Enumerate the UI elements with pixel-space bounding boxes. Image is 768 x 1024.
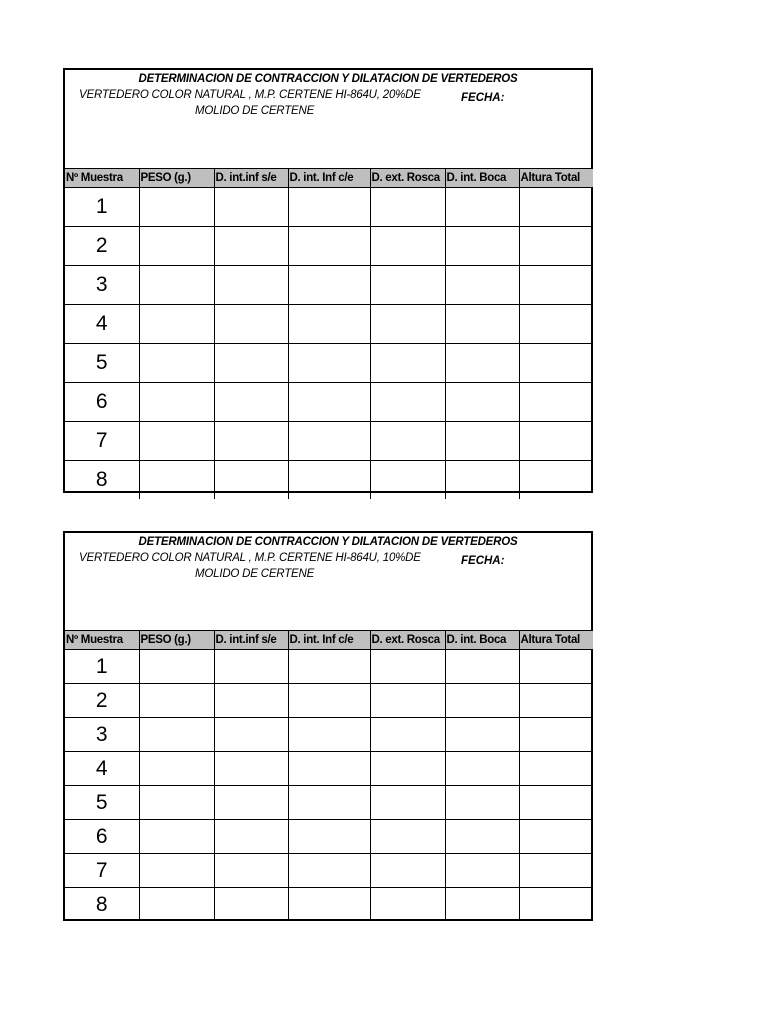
cell-d-ext-rosca[interactable] <box>370 752 445 786</box>
table-row <box>65 854 593 888</box>
cell-d-ext-rosca[interactable] <box>370 461 445 500</box>
cell-peso[interactable] <box>139 888 214 922</box>
sample-number: 1 <box>65 650 139 684</box>
table-row <box>65 227 593 266</box>
cell-d-int-inf-se[interactable] <box>214 684 288 718</box>
cell-d-ext-rosca[interactable] <box>370 786 445 820</box>
column-header-d-int-boca: D. int. Boca <box>445 169 519 188</box>
cell-peso[interactable] <box>139 684 214 718</box>
sample-number: 8 <box>65 461 139 500</box>
sample-number: 2 <box>65 227 139 266</box>
table-row <box>65 188 593 227</box>
column-header-peso: PESO (g.) <box>139 631 214 650</box>
cell-peso[interactable] <box>139 718 214 752</box>
cell-d-int-inf-ce[interactable] <box>288 786 370 820</box>
cell-d-int-inf-ce[interactable] <box>288 422 370 461</box>
sample-number: 3 <box>65 266 139 305</box>
form-title: DETERMINACION DE CONTRACCION Y DILATACION DE VERTEDEROS <box>138 73 518 85</box>
cell-d-int-inf-se[interactable] <box>214 820 288 854</box>
table-row <box>65 786 593 820</box>
cell-d-int-inf-ce[interactable] <box>288 383 370 422</box>
cell-d-int-boca[interactable] <box>445 227 519 266</box>
form-subtitle-line2: MOLIDO DE CERTENE <box>195 105 315 117</box>
column-header-muestra: Nº Muestra <box>65 631 139 650</box>
cell-d-int-inf-se[interactable] <box>214 188 288 227</box>
sample-number: 7 <box>65 422 139 461</box>
cell-d-int-boca[interactable] <box>445 461 519 500</box>
cell-d-int-inf-ce[interactable] <box>288 305 370 344</box>
column-header-d-int-inf-ce: D. int. Inf c/e <box>288 631 370 650</box>
measurement-table <box>65 631 593 921</box>
form-subtitle-line1: VERTEDERO COLOR NATURAL , M.P. CERTENE HI-864U, 20%DE <box>79 89 421 101</box>
cell-peso[interactable] <box>139 786 214 820</box>
sample-number: 5 <box>65 786 139 820</box>
column-header-altura-total: Altura Total <box>519 631 593 650</box>
cell-d-int-boca[interactable] <box>445 888 519 922</box>
table-row <box>65 344 593 383</box>
cell-altura-total[interactable] <box>519 752 593 786</box>
cell-d-int-inf-se[interactable] <box>214 344 288 383</box>
sample-number: 7 <box>65 854 139 888</box>
sample-number: 2 <box>65 684 139 718</box>
column-header-d-ext-rosca: D. ext. Rosca <box>370 169 445 188</box>
cell-d-int-boca[interactable] <box>445 820 519 854</box>
cell-d-ext-rosca[interactable] <box>370 188 445 227</box>
cell-d-int-boca[interactable] <box>445 383 519 422</box>
sample-number: 3 <box>65 718 139 752</box>
table-row <box>65 718 593 752</box>
table-row <box>65 684 593 718</box>
sample-number: 8 <box>65 888 139 922</box>
cell-d-int-inf-ce[interactable] <box>288 684 370 718</box>
table-row <box>65 820 593 854</box>
cell-d-ext-rosca[interactable] <box>370 650 445 684</box>
cell-peso[interactable] <box>139 820 214 854</box>
cell-peso[interactable] <box>139 344 214 383</box>
fecha-label: FECHA: <box>461 555 505 567</box>
table-row <box>65 305 593 344</box>
cell-d-int-inf-se[interactable] <box>214 383 288 422</box>
cell-d-ext-rosca[interactable] <box>370 344 445 383</box>
cell-d-ext-rosca[interactable] <box>370 854 445 888</box>
sample-number: 6 <box>65 820 139 854</box>
cell-peso[interactable] <box>139 305 214 344</box>
cell-altura-total[interactable] <box>519 305 593 344</box>
table-header-row <box>65 631 593 650</box>
cell-d-ext-rosca[interactable] <box>370 820 445 854</box>
form-subtitle-line1: VERTEDERO COLOR NATURAL , M.P. CERTENE HI-864U, 10%DE <box>79 552 421 564</box>
cell-peso[interactable] <box>139 266 214 305</box>
cell-peso[interactable] <box>139 422 214 461</box>
measurement-table <box>65 169 593 499</box>
cell-d-int-inf-se[interactable] <box>214 461 288 500</box>
cell-d-int-boca[interactable] <box>445 266 519 305</box>
column-header-altura-total: Altura Total <box>519 169 593 188</box>
cell-altura-total[interactable] <box>519 854 593 888</box>
sample-number: 4 <box>65 752 139 786</box>
table-row <box>65 752 593 786</box>
cell-peso[interactable] <box>139 188 214 227</box>
cell-altura-total[interactable] <box>519 820 593 854</box>
cell-d-int-boca[interactable] <box>445 684 519 718</box>
cell-d-int-inf-se[interactable] <box>214 752 288 786</box>
cell-d-int-inf-ce[interactable] <box>288 461 370 500</box>
cell-d-int-inf-ce[interactable] <box>288 188 370 227</box>
cell-peso[interactable] <box>139 854 214 888</box>
cell-d-int-inf-ce[interactable] <box>288 718 370 752</box>
cell-d-int-boca[interactable] <box>445 854 519 888</box>
cell-d-int-boca[interactable] <box>445 650 519 684</box>
cell-d-int-inf-ce[interactable] <box>288 888 370 922</box>
sample-form-1 <box>63 68 593 493</box>
cell-peso[interactable] <box>139 227 214 266</box>
form-subtitle-line2: MOLIDO DE CERTENE <box>195 568 315 580</box>
cell-altura-total[interactable] <box>519 461 593 500</box>
cell-altura-total[interactable] <box>519 344 593 383</box>
cell-d-int-boca[interactable] <box>445 718 519 752</box>
cell-d-int-inf-ce[interactable] <box>288 344 370 383</box>
cell-altura-total[interactable] <box>519 266 593 305</box>
cell-peso[interactable] <box>139 752 214 786</box>
cell-d-int-inf-se[interactable] <box>214 854 288 888</box>
cell-d-int-boca[interactable] <box>445 344 519 383</box>
cell-peso[interactable] <box>139 461 214 500</box>
cell-d-int-inf-se[interactable] <box>214 266 288 305</box>
cell-d-ext-rosca[interactable] <box>370 305 445 344</box>
cell-d-int-inf-se[interactable] <box>214 650 288 684</box>
sample-number: 6 <box>65 383 139 422</box>
table-body <box>65 650 593 922</box>
cell-peso[interactable] <box>139 650 214 684</box>
cell-altura-total[interactable] <box>519 227 593 266</box>
cell-altura-total[interactable] <box>519 422 593 461</box>
table-row <box>65 650 593 684</box>
cell-d-int-boca[interactable] <box>445 305 519 344</box>
cell-d-ext-rosca[interactable] <box>370 266 445 305</box>
table-row <box>65 888 593 922</box>
table-row <box>65 422 593 461</box>
sample-number: 1 <box>65 188 139 227</box>
cell-d-int-inf-ce[interactable] <box>288 227 370 266</box>
cell-d-ext-rosca[interactable] <box>370 684 445 718</box>
cell-d-int-inf-se[interactable] <box>214 888 288 922</box>
cell-altura-total[interactable] <box>519 383 593 422</box>
column-header-d-int-inf-se: D. int.inf s/e <box>214 631 288 650</box>
cell-peso[interactable] <box>139 383 214 422</box>
table-row <box>65 266 593 305</box>
cell-d-ext-rosca[interactable] <box>370 383 445 422</box>
cell-d-int-boca[interactable] <box>445 752 519 786</box>
cell-d-ext-rosca[interactable] <box>370 888 445 922</box>
cell-d-int-inf-se[interactable] <box>214 786 288 820</box>
cell-d-int-inf-se[interactable] <box>214 305 288 344</box>
cell-altura-total[interactable] <box>519 650 593 684</box>
column-header-d-int-boca: D. int. Boca <box>445 631 519 650</box>
cell-d-int-inf-ce[interactable] <box>288 752 370 786</box>
column-header-muestra: Nº Muestra <box>65 169 139 188</box>
cell-d-int-inf-se[interactable] <box>214 718 288 752</box>
table-header-row <box>65 169 593 188</box>
cell-altura-total[interactable] <box>519 188 593 227</box>
column-header-d-ext-rosca: D. ext. Rosca <box>370 631 445 650</box>
cell-d-ext-rosca[interactable] <box>370 227 445 266</box>
cell-d-int-inf-ce[interactable] <box>288 650 370 684</box>
fecha-label: FECHA: <box>461 92 505 104</box>
table-row <box>65 383 593 422</box>
form-title: DETERMINACION DE CONTRACCION Y DILATACION DE VERTEDEROS <box>138 536 518 548</box>
column-header-peso: PESO (g.) <box>139 169 214 188</box>
sample-number: 4 <box>65 305 139 344</box>
cell-d-int-inf-ce[interactable] <box>288 266 370 305</box>
cell-d-ext-rosca[interactable] <box>370 718 445 752</box>
cell-d-int-boca[interactable] <box>445 188 519 227</box>
cell-d-int-inf-ce[interactable] <box>288 854 370 888</box>
form-header <box>65 70 591 169</box>
cell-altura-total[interactable] <box>519 684 593 718</box>
cell-d-int-boca[interactable] <box>445 422 519 461</box>
cell-d-int-inf-se[interactable] <box>214 227 288 266</box>
column-header-d-int-inf-se: D. int.inf s/e <box>214 169 288 188</box>
cell-altura-total[interactable] <box>519 786 593 820</box>
cell-d-ext-rosca[interactable] <box>370 422 445 461</box>
cell-d-int-boca[interactable] <box>445 786 519 820</box>
cell-altura-total[interactable] <box>519 718 593 752</box>
column-header-d-int-inf-ce: D. int. Inf c/e <box>288 169 370 188</box>
cell-altura-total[interactable] <box>519 888 593 922</box>
table-body <box>65 188 593 500</box>
cell-d-int-inf-se[interactable] <box>214 422 288 461</box>
cell-d-int-inf-ce[interactable] <box>288 820 370 854</box>
sample-number: 5 <box>65 344 139 383</box>
form-header <box>65 533 591 631</box>
sample-form-2 <box>63 531 593 921</box>
table-row <box>65 461 593 500</box>
